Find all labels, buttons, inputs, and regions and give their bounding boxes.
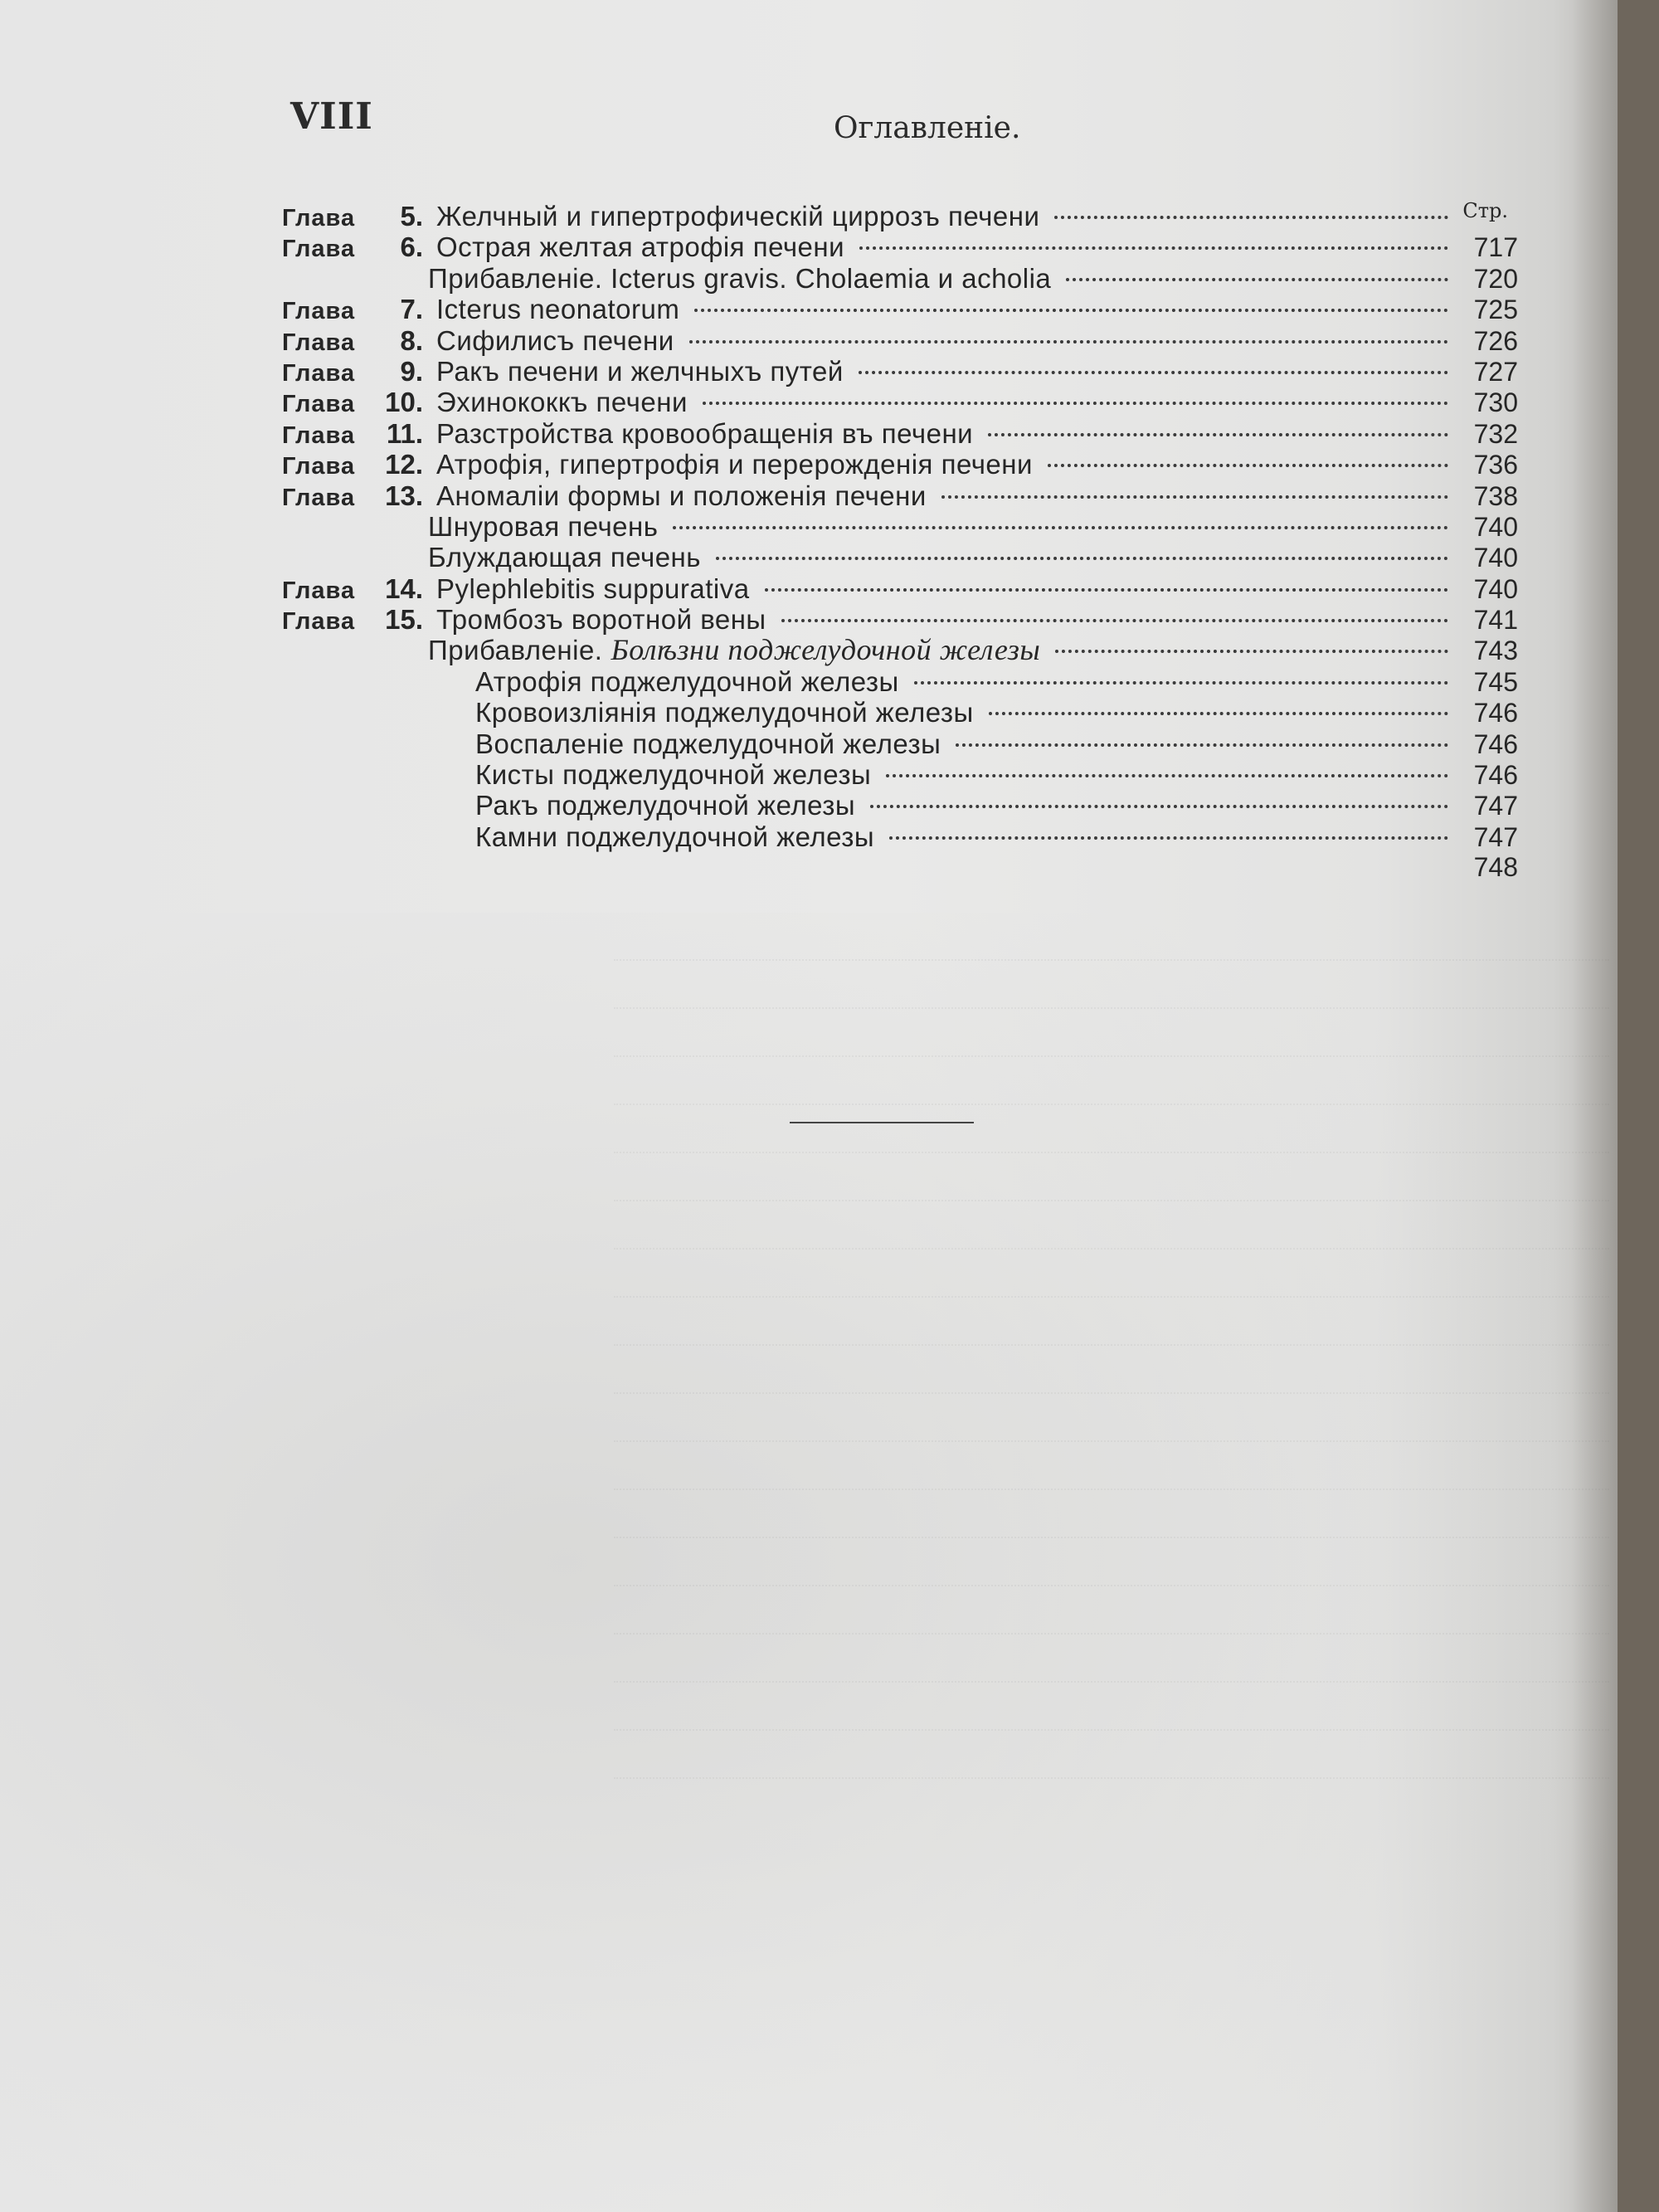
chapter-number: 15.: [385, 604, 423, 636]
chapter-number: 6.: [400, 231, 423, 263]
dot-leader: [914, 681, 1448, 685]
toc-subentry: [282, 821, 1518, 852]
page-ref: 746: [1473, 728, 1518, 759]
chapter-label: Глава: [282, 359, 356, 387]
page-edge-shadow: [1572, 0, 1618, 2212]
toc-entry: [282, 201, 1518, 231]
dot-leader: [889, 836, 1448, 840]
entry-title: Тромбозъ воротной вены: [436, 604, 766, 636]
dot-leader: [694, 309, 1448, 312]
page-ref: 748: [1473, 852, 1518, 883]
page-column-label: Стр.: [1462, 199, 1508, 222]
chapter-number: 14.: [385, 572, 423, 604]
show-through-text: [614, 929, 1609, 2207]
toc-subentry: [282, 666, 1518, 697]
page-ref: 730: [1473, 387, 1518, 418]
page-ref: 717: [1473, 232, 1518, 263]
table-of-contents: [282, 201, 1518, 884]
toc-subentry: [282, 542, 1518, 572]
page-ref: 736: [1473, 450, 1518, 480]
appendix-prefix: Прибавленіе.: [428, 635, 603, 666]
chapter-number: 11.: [386, 417, 423, 449]
toc-subentry: [282, 697, 1518, 728]
entry-title: Эхинококкъ печени: [436, 387, 688, 418]
chapter-label: Глава: [282, 484, 356, 511]
dot-leader: [941, 495, 1448, 499]
chapter-label: Глава: [282, 329, 356, 356]
page-ref: 746: [1473, 760, 1518, 791]
entry-title: Ракъ печени и желчныхъ путей: [436, 355, 844, 387]
chapter-number: 5.: [400, 201, 423, 231]
chapter-number: 12.: [385, 449, 423, 480]
page-ref: 746: [1473, 698, 1518, 728]
page-ref: 720: [1473, 263, 1518, 294]
page-number: VIII: [290, 95, 373, 138]
toc-subentry: [282, 635, 1518, 665]
dot-leader: [716, 557, 1448, 560]
page-ref: 740: [1473, 511, 1518, 542]
toc-entry: [282, 573, 1518, 604]
dot-leader: [1066, 278, 1448, 281]
entry-title: Атрофія поджелудочной железы: [475, 665, 899, 697]
page-ref: 747: [1473, 821, 1518, 852]
dot-leader: [859, 371, 1448, 374]
dot-leader: [989, 712, 1448, 715]
entry-title: Камни поджелудочной железы: [475, 821, 875, 852]
chapter-label: Глава: [282, 453, 356, 480]
page-ref: 743: [1473, 636, 1518, 666]
entry-title: Блуждающая печень: [428, 542, 701, 573]
toc-entry: [282, 449, 1518, 480]
chapter-label: Глава: [282, 205, 356, 231]
entry-title: Воспаленіе поджелудочной железы: [475, 728, 941, 759]
page-ref: 738: [1473, 480, 1518, 511]
dot-leader: [1055, 650, 1448, 653]
page-ref: 740: [1473, 573, 1518, 604]
chapter-number: 10.: [385, 387, 423, 418]
toc-subentry: [282, 511, 1518, 542]
page-ref: 725: [1473, 295, 1518, 325]
entry-title: Прибавленіе. Icterus gravis. Cholaemia и acholia: [428, 262, 1052, 294]
page-ref: 745: [1473, 666, 1518, 697]
chapter-label: Глава: [282, 577, 356, 604]
page-ref: 732: [1473, 418, 1518, 449]
chapter-number: 7.: [400, 294, 423, 325]
toc-subentry: [282, 852, 1518, 883]
entry-title: Атрофія, гипертрофія и перерожденія печени: [436, 449, 1033, 480]
dot-leader: [956, 743, 1448, 747]
entry-title: Кисты поджелудочной железы: [475, 759, 872, 791]
entry-title: Шнуровая печень: [428, 510, 659, 542]
page-ref: 740: [1473, 543, 1518, 573]
chapter-number: 9.: [400, 355, 423, 387]
chapter-number: 13.: [385, 480, 423, 511]
chapter-label: Глава: [282, 421, 356, 449]
toc-subentry: [282, 790, 1518, 821]
toc-entry: [282, 387, 1518, 417]
dot-leader: [988, 433, 1448, 436]
dot-leader: [1048, 464, 1448, 467]
chapter-label: Глава: [282, 236, 356, 263]
toc-subentry: [282, 728, 1518, 759]
chapter-label: Глава: [282, 391, 356, 418]
dot-leader: [886, 774, 1448, 777]
page-ref: 747: [1473, 791, 1518, 821]
toc-entry: [282, 356, 1518, 387]
chapter-number: 8.: [400, 324, 423, 356]
page-title: Оглавленіе.: [834, 111, 1021, 145]
entry-title: Болѣзни поджелудочной железы: [611, 633, 1041, 667]
dot-leader: [1054, 216, 1448, 219]
dot-leader: [765, 588, 1448, 592]
section-divider: [790, 1122, 974, 1123]
entry-title: Кровоизліянія поджелудочной железы: [475, 697, 974, 728]
entry-title: Аномаліи формы и положенія печени: [436, 480, 927, 511]
entry-title: Сифилисъ печени: [436, 324, 674, 356]
toc-entry: [282, 231, 1518, 262]
dot-leader: [689, 340, 1448, 343]
entry-title: Icterus neonatorum: [436, 294, 680, 325]
toc-entry: [282, 418, 1518, 449]
dot-leader: [781, 619, 1448, 622]
dot-leader: [870, 805, 1448, 808]
entry-title: Желчный и гипертрофическій циррозъ печени: [436, 201, 1040, 231]
entry-title: Разстройства кровообращенія въ печени: [436, 417, 974, 449]
toc-subentry: [282, 263, 1518, 294]
toc-entry: [282, 480, 1518, 511]
dot-leader: [703, 402, 1448, 405]
page-ref: 741: [1473, 605, 1518, 636]
toc-subentry: [282, 759, 1518, 790]
toc-entry: [282, 294, 1518, 324]
chapter-label: Глава: [282, 608, 356, 636]
toc-entry: [282, 604, 1518, 635]
page-ref: 726: [1473, 325, 1518, 356]
entry-title: Ракъ поджелудочной железы: [475, 790, 856, 821]
page-ref: 727: [1473, 356, 1518, 387]
dot-leader: [673, 526, 1448, 529]
entry-title: Pylephlebitis suppurativa: [436, 572, 750, 604]
toc-entry: [282, 325, 1518, 356]
entry-title: Острая желтая атрофія печени: [436, 231, 845, 263]
chapter-label: Глава: [282, 298, 356, 325]
dot-leader: [859, 246, 1448, 250]
